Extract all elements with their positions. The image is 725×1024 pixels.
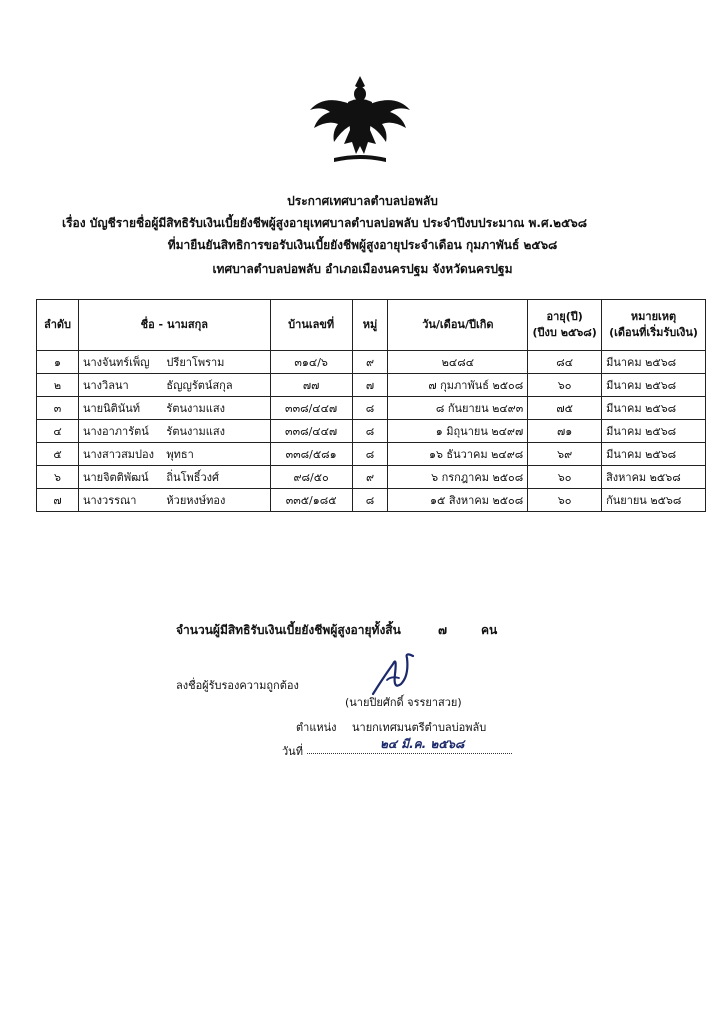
date-value: ๒๔ มี.ค. ๒๕๖๘ — [380, 737, 465, 751]
cell-dob: ๗ กุมภาพันธ์ ๒๕๐๘ — [388, 374, 528, 397]
cell-no: ๗ — [37, 489, 79, 512]
cell-house: ๗๗ — [270, 374, 352, 397]
total-label: จำนวนผู้มีสิทธิรับเงินเบี้ยยังชีพผู้สูงอายุทั้งสิ้น — [176, 623, 401, 637]
cell-remark: มีนาคม ๒๕๖๘ — [602, 374, 706, 397]
garuda-emblem — [304, 72, 416, 164]
table-row — [37, 397, 706, 420]
cell-house: ๙๘/๕๐ — [270, 466, 352, 489]
cell-first-name: นายจิตติพัฒน์ — [78, 466, 162, 489]
col-header-age-line1: อายุ(ปี) — [546, 310, 583, 323]
cell-no: ๓ — [37, 397, 79, 420]
total-count: ๗ — [438, 623, 448, 637]
table-row — [37, 489, 706, 512]
cell-remark: มีนาคม ๒๕๖๘ — [602, 443, 706, 466]
total-unit: คน — [481, 623, 498, 637]
col-header-no: ลำดับ — [37, 300, 79, 351]
cell-moo: ๘ — [352, 420, 388, 443]
cell-first-name: นางสาวสมปอง — [78, 443, 162, 466]
cell-last-name: พุทธา — [162, 443, 270, 466]
table-row — [37, 351, 706, 374]
cell-last-name: ปรียาโพราม — [162, 351, 270, 374]
cell-remark: กันยายน ๒๕๖๘ — [602, 489, 706, 512]
cell-last-name: ธัญญรัตน์สกุล — [162, 374, 270, 397]
announcement-title: ประกาศเทศบาลตำบลบ่อพลับ — [287, 194, 438, 208]
certification-label: ลงชื่อผู้รับรองความถูกต้อง — [176, 679, 299, 692]
cell-first-name: นางวิลนา — [78, 374, 162, 397]
col-header-dob: วัน/เดือน/ปีเกิด — [388, 300, 528, 351]
cell-no: ๑ — [37, 351, 79, 374]
cell-no: ๕ — [37, 443, 79, 466]
table-row — [37, 466, 706, 489]
cell-dob: ๑๕ สิงหาคม ๒๕๐๘ — [388, 489, 528, 512]
col-header-moo: หมู่ — [352, 300, 388, 351]
cell-first-name: นางอาภารัตน์ — [78, 420, 162, 443]
table-row — [37, 374, 706, 397]
cell-last-name: รัตนงามแสง — [162, 397, 270, 420]
cell-remark: สิงหาคม ๒๕๖๘ — [602, 466, 706, 489]
cell-first-name: นายนิตินันท์ — [78, 397, 162, 420]
cell-moo: ๙ — [352, 351, 388, 374]
cell-moo: ๘ — [352, 443, 388, 466]
cell-house: ๓๓๕/๑๘๕ — [270, 489, 352, 512]
cell-age: ๘๔ — [528, 351, 602, 374]
cell-remark: มีนาคม ๒๕๖๘ — [602, 351, 706, 374]
col-header-remark — [602, 300, 706, 351]
cell-first-name: นางจันทร์เพ็ญ — [78, 351, 162, 374]
cell-last-name: ห้วยหงษ์ทอง — [162, 489, 270, 512]
cell-no: ๖ — [37, 466, 79, 489]
col-header-name: ชื่อ - นามสกุล — [78, 300, 270, 351]
cell-moo: ๘ — [352, 489, 388, 512]
signer-name: (นายปิยศักดิ์ จรรยาสวย) — [345, 696, 462, 709]
announcement-subject: เรื่อง บัญชีรายชื่อผู้มีสิทธิรับเงินเบี้ยยังชีพผู้สูงอายุเทศบาลตำบลบ่อพลับ ประจำปีงบประมาณ พ.ศ.๒๕๖๘ — [62, 216, 588, 230]
table-row — [37, 420, 706, 443]
beneficiary-total — [176, 621, 498, 640]
position-value: นายกเทศมนตรีตำบลบ่อพลับ — [352, 721, 487, 734]
announcement-location: เทศบาลตำบลบ่อพลับ อำเภอเมืองนครปฐม จังหวัดนครปฐม — [212, 262, 513, 276]
cell-moo: ๘ — [352, 397, 388, 420]
cell-age: ๖๙ — [528, 443, 602, 466]
cell-dob: ๒๔๘๔ — [388, 351, 528, 374]
announcement-subtitle: ที่มายืนยันสิทธิการขอรับเงินเบี้ยยังชีพผู้สูงอายุประจำเดือน กุมภาพันธ์ ๒๕๖๘ — [167, 238, 558, 252]
col-header-remark-line1: หมายเหตุ — [630, 310, 677, 323]
table-row — [37, 443, 706, 466]
cell-house: ๓๓๘/๔๔๗ — [270, 420, 352, 443]
cell-no: ๔ — [37, 420, 79, 443]
cell-last-name: รัตนงามแสง — [162, 420, 270, 443]
cell-moo: ๗ — [352, 374, 388, 397]
cell-age: ๖๐ — [528, 466, 602, 489]
date-label: วันที่ — [282, 745, 303, 758]
cell-remark: มีนาคม ๒๕๖๘ — [602, 420, 706, 443]
col-header-remark-line2: (เดือนที่เริ่มรับเงิน) — [609, 326, 698, 339]
col-header-age — [528, 300, 602, 351]
cell-remark: มีนาคม ๒๕๖๘ — [602, 397, 706, 420]
cell-last-name: ถิ่นโพธิ์วงศ์ — [162, 466, 270, 489]
cell-first-name: นางวรรณา — [78, 489, 162, 512]
cell-age: ๖๐ — [528, 374, 602, 397]
table-header-row — [37, 300, 706, 351]
cell-age: ๗๑ — [528, 420, 602, 443]
cell-age: ๗๕ — [528, 397, 602, 420]
cell-dob: ๑ มิถุนายน ๒๔๙๗ — [388, 420, 528, 443]
cell-house: ๓๓๘/๕๘๑ — [270, 443, 352, 466]
cell-house: ๓๑๔/๖ — [270, 351, 352, 374]
cell-dob: ๑๖ ธันวาคม ๒๔๙๘ — [388, 443, 528, 466]
position-label: ตำแหน่ง — [296, 721, 337, 734]
col-header-age-line2: (ปีงบ ๒๕๖๘) — [532, 326, 597, 339]
cell-house: ๓๓๘/๔๔๗ — [270, 397, 352, 420]
cell-dob: ๘ กันยายน ๒๔๙๓ — [388, 397, 528, 420]
cell-no: ๒ — [37, 374, 79, 397]
cell-age: ๖๐ — [528, 489, 602, 512]
cell-moo: ๙ — [352, 466, 388, 489]
beneficiary-table — [36, 299, 706, 512]
cell-dob: ๖ กรกฎาคม ๒๕๐๘ — [388, 466, 528, 489]
col-header-house: บ้านเลขที่ — [270, 300, 352, 351]
